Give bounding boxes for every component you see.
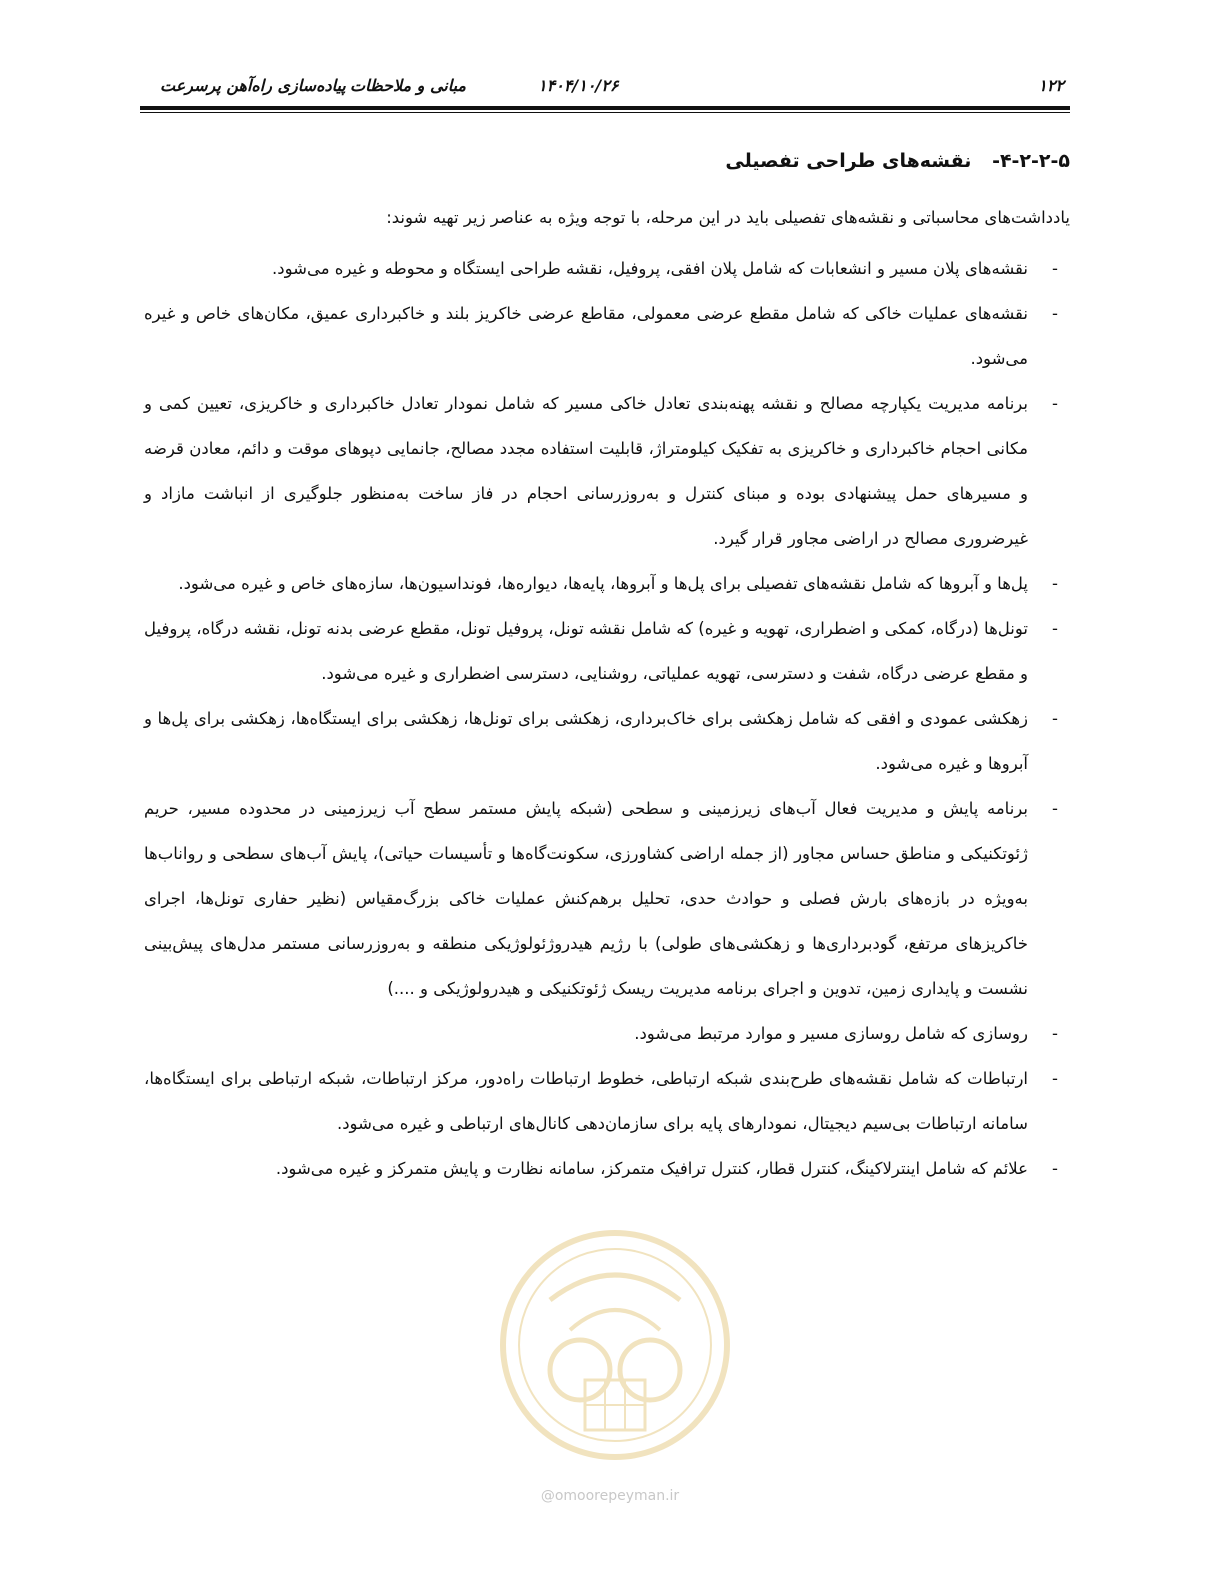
section-title: نقشه‌های طراحی تفصیلی — [725, 150, 972, 172]
bullet-dash: - — [1052, 799, 1058, 818]
bullet-dash: - — [1052, 1024, 1058, 1043]
list-item — [140, 606, 1070, 696]
section-heading — [725, 150, 1070, 172]
header-rule-thick — [140, 106, 1070, 110]
list-item-text: برنامه پایش و مدیریت فعال آب‌های زیرزمینی و سطحی (شبکه پایش مستمر سطح آب زیرزمینی در محدوده مسیر، حریم ژئوتکنیکی و مناطق حساس مجاور (از جمله اراضی کشاورزی، سکونت‌گاه‌ها و تأسیسات حیاتی)، پایش آب‌های سطحی و رواناب‌ها به‌ویژه در بازه‌های بارش فصلی و حوادث حدی، تحلیل برهم‌کنش عملیات خاکی بزرگ‌مقیاس (نظیر حفاری تونل‌ها، اجرای خاکریزهای مرتفع، گودبرداری‌ها و زهکشی‌های طولی) با رژیم هیدروژئولوژیکی منطقه و به‌روزرسانی مستمر مدل‌های پیش‌بینی نشست و پایداری زمین، تدوین و اجرای برنامه مدیریت ریسک ژئوتکنیکی و هیدرولوژیکی و ....) — [144, 799, 1028, 998]
list-item-text: ارتباطات که شامل نقشه‌های طرح‌بندی شبکه ارتباطی، خطوط ارتباطات راه‌دور، مرکز ارتباطات، شبکه ارتباطی برای ایستگاه‌ها، سامانه ارتباطات بی‌سیم دیجیتال، نمودارهای پایه برای سازمان‌دهی کانال‌های ارتباطی و غیره می‌شود. — [144, 1069, 1028, 1133]
watermark-site: @omoorepeyman.ir — [540, 1488, 680, 1504]
item-list — [140, 246, 1070, 1191]
list-item-text: پل‌ها و آبروها که شامل نقشه‌های تفصیلی برای پل‌ها و آبروها، پایه‌ها، دیواره‌ها، فونداسیون‌ها، سازه‌های خاص و غیره می‌شود. — [178, 574, 1028, 593]
list-item — [140, 786, 1070, 1011]
bullet-dash: - — [1052, 709, 1058, 728]
page-header — [140, 76, 1070, 98]
list-item — [140, 246, 1070, 291]
list-item — [140, 696, 1070, 786]
section-number: ۴-۲-۲-۵- — [992, 150, 1070, 172]
list-item-text: روسازی که شامل روسازی مسیر و موارد مرتبط می‌شود. — [634, 1024, 1028, 1043]
header-book-title: پیاده‌سازی راه‌آهن پرسرعت — [160, 76, 346, 95]
bullet-dash: - — [1052, 574, 1058, 593]
list-item-text: نقشه‌های عملیات خاکی که شامل مقطع عرضی معمولی، مقاطع عرضی خاکریز بلند و خاکبرداری عمیق، مکان‌های خاص و غیره می‌شود. — [144, 304, 1028, 368]
bullet-dash: - — [1052, 619, 1058, 638]
list-item-text: زهکشی عمودی و افقی که شامل زهکشی برای خاک‌برداری، زهکشی برای تونل‌ها، زهکشی برای ایستگاه‌ها، زهکشی برای پل‌ها و آبروها و غیره می‌شود. — [144, 709, 1028, 773]
header-rule-thin — [140, 112, 1070, 113]
list-item — [140, 1011, 1070, 1056]
list-item — [140, 561, 1070, 606]
bullet-dash: - — [1052, 1159, 1058, 1178]
header-date: ۱۴۰۴/۱۰/۲۶ — [538, 76, 619, 95]
watermark-seal-icon — [490, 1220, 740, 1470]
list-item — [140, 1146, 1070, 1191]
bullet-dash: - — [1052, 304, 1058, 323]
list-item — [140, 381, 1070, 561]
list-item-text: تونل‌ها (درگاه، کمکی و اضطراری، تهویه و غیره) که شامل نقشه تونل، پروفیل تونل، مقطع عرضی بدنه تونل، نقشه درگاه، پروفیل و مقطع عرضی درگاه، شفت و دسترسی، تهویه عملیاتی، روشنایی، دسترسی اضطراری و غیره می‌شود. — [144, 619, 1028, 683]
bullet-dash: - — [1052, 259, 1058, 278]
bullet-dash: - — [1052, 394, 1058, 413]
header-section: مبانی و ملاحظات — [350, 76, 466, 95]
list-item — [140, 291, 1070, 381]
list-item-text: برنامه مدیریت یکپارچه مصالح و نقشه پهنه‌بندی تعادل خاکی مسیر که شامل نمودار تعادل خاکبرداری و خاکریزی، تعیین کمی و مکانی احجام خاکبرداری و خاکریزی به تفکیک کیلومتراژ، قابلیت استفاده مجدد مصالح، جانمایی دپوهای موقت و دائم، معادن قرضه و مسیرهای حمل پیشنهادی بوده و مبنای کنترل و به‌روزرسانی احجام در فاز ساخت به‌منظور جلوگیری از انباشت مازاد و غیرضروری مصالح در اراضی مجاور قرار گیرد. — [144, 394, 1028, 548]
list-item-text: نقشه‌های پلان مسیر و انشعابات که شامل پلان افقی، پروفیل، نقشه طراحی ایستگاه و محوطه و غیره می‌شود. — [272, 259, 1028, 278]
intro-paragraph: یادداشت‌های محاسباتی و نقشه‌های تفصیلی باید در این مرحله، با توجه ویژه به عناصر زیر تهیه شوند: — [386, 208, 1070, 227]
bullet-dash: - — [1052, 1069, 1058, 1088]
list-item-text: علائم که شامل اینترلاکینگ، کنترل قطار، کنترل ترافیک متمرکز، سامانه نظارت و پایش متمرکز و غیره می‌شود. — [275, 1159, 1028, 1178]
page-number: ۱۲۲ — [1038, 76, 1064, 95]
list-item — [140, 1056, 1070, 1146]
